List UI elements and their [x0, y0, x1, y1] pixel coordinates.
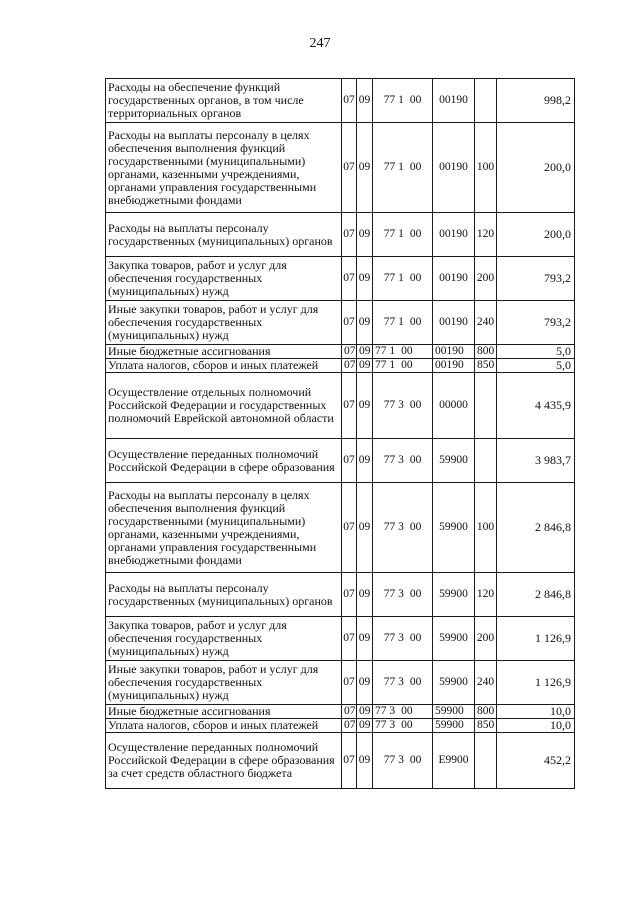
direction-code: 00 — [409, 272, 422, 284]
section-code: 07 — [342, 439, 357, 483]
target-article-code — [373, 257, 433, 301]
program-code: 77 1 — [383, 316, 404, 328]
target-article-code — [373, 213, 433, 257]
expense-direction-code: 00190 — [433, 79, 475, 123]
direction-code: 00 — [409, 632, 422, 644]
expense-name: Расходы на выплаты персоналу в целях обеспечения выполнения функций государственными (муниципальными) органами, казенными учреждениями, органами управления государственными внебюджетными фондами — [106, 123, 342, 213]
program-code: 77 3 — [383, 588, 404, 600]
table-row — [106, 719, 575, 733]
expense-direction-code: 59900 — [433, 705, 475, 719]
program-code: 77 3 — [383, 399, 404, 411]
expense-direction-code: 59900 — [433, 661, 475, 705]
expense-direction-code: 00190 — [433, 213, 475, 257]
table-row — [106, 617, 575, 661]
expense-name: Расходы на выплаты персоналу в целях обеспечения выполнения функций государственными (муниципальными) органами, казенными учреждениями, органами управления государственными внебюджетными фондами — [106, 483, 342, 573]
target-article-code — [373, 123, 433, 213]
amount: 793,2 — [497, 301, 575, 345]
expense-type-code: 120 — [475, 213, 497, 257]
expense-direction-code: 00190 — [433, 257, 475, 301]
section-code: 07 — [342, 719, 357, 733]
amount: 5,0 — [497, 345, 575, 359]
table-row — [106, 733, 575, 789]
target-article-code — [373, 359, 433, 373]
direction-code: 00 — [401, 345, 413, 357]
section-code: 07 — [342, 573, 357, 617]
section-code: 07 — [342, 373, 357, 439]
target-article-code — [373, 483, 433, 573]
expense-name: Осуществление переданных полномочий Российской Федерации в сфере образования — [106, 439, 342, 483]
table-row — [106, 79, 575, 123]
expense-direction-code: 59900 — [433, 439, 475, 483]
expense-name: Уплата налогов, сборов и иных платежей — [106, 719, 342, 733]
subsection-code: 09 — [357, 719, 373, 733]
amount: 200,0 — [497, 213, 575, 257]
table-row — [106, 301, 575, 345]
direction-code: 00 — [409, 161, 422, 173]
table-row — [106, 705, 575, 719]
table-row — [106, 573, 575, 617]
table-row — [106, 213, 575, 257]
amount: 10,0 — [497, 705, 575, 719]
table-row — [106, 123, 575, 213]
amount: 452,2 — [497, 733, 575, 789]
program-code: 77 1 — [375, 359, 396, 371]
amount: 10,0 — [497, 719, 575, 733]
target-article-code — [373, 373, 433, 439]
program-code: 77 3 — [383, 521, 404, 533]
expense-type-code: 240 — [475, 661, 497, 705]
section-code: 07 — [342, 661, 357, 705]
subsection-code: 09 — [357, 373, 373, 439]
subsection-code: 09 — [357, 573, 373, 617]
expense-type-code: 200 — [475, 257, 497, 301]
expense-direction-code: 00190 — [433, 345, 475, 359]
amount: 3 983,7 — [497, 439, 575, 483]
expense-type-code — [475, 373, 497, 439]
subsection-code: 09 — [357, 257, 373, 301]
section-code: 07 — [342, 257, 357, 301]
section-code: 07 — [342, 705, 357, 719]
subsection-code: 09 — [357, 359, 373, 373]
subsection-code: 09 — [357, 213, 373, 257]
table-row — [106, 661, 575, 705]
expense-type-code: 800 — [475, 705, 497, 719]
subsection-code: 09 — [357, 345, 373, 359]
expense-direction-code: E9900 — [433, 733, 475, 789]
expense-name: Осуществление переданных полномочий Российской Федерации в сфере образования за счет средств областного бюджета — [106, 733, 342, 789]
expense-type-code: 850 — [475, 719, 497, 733]
section-code: 07 — [342, 301, 357, 345]
expense-direction-code: 59900 — [433, 719, 475, 733]
direction-code: 00 — [409, 94, 422, 106]
program-code: 77 1 — [383, 94, 404, 106]
expense-direction-code: 00000 — [433, 373, 475, 439]
budget-table — [105, 78, 575, 789]
expense-name: Иные бюджетные ассигнования — [106, 345, 342, 359]
target-article-code — [373, 79, 433, 123]
expense-type-code — [475, 439, 497, 483]
expense-name: Иные бюджетные ассигнования — [106, 705, 342, 719]
section-code: 07 — [342, 123, 357, 213]
program-code: 77 1 — [383, 228, 404, 240]
expense-name: Расходы на обеспечение функций государственных органов, в том числе территориальных органов — [106, 79, 342, 123]
section-code: 07 — [342, 359, 357, 373]
subsection-code: 09 — [357, 439, 373, 483]
subsection-code: 09 — [357, 123, 373, 213]
target-article-code — [373, 439, 433, 483]
expense-type-code: 120 — [475, 573, 497, 617]
amount: 5,0 — [497, 359, 575, 373]
direction-code: 00 — [409, 676, 422, 688]
subsection-code: 09 — [357, 79, 373, 123]
expense-type-code: 200 — [475, 617, 497, 661]
direction-code: 00 — [409, 316, 422, 328]
expense-name: Закупка товаров, работ и услуг для обеспечения государственных (муниципальных) нужд — [106, 617, 342, 661]
section-code: 07 — [342, 213, 357, 257]
expense-direction-code: 59900 — [433, 617, 475, 661]
program-code: 77 3 — [383, 454, 404, 466]
amount: 4 435,9 — [497, 373, 575, 439]
expense-direction-code: 00190 — [433, 359, 475, 373]
program-code: 77 3 — [383, 754, 404, 766]
expense-type-code: 240 — [475, 301, 497, 345]
subsection-code: 09 — [357, 661, 373, 705]
target-article-code — [373, 573, 433, 617]
expense-name: Расходы на выплаты персоналу государственных (муниципальных) органов — [106, 573, 342, 617]
direction-code: 00 — [409, 399, 422, 411]
direction-code: 00 — [409, 454, 422, 466]
table-row — [106, 257, 575, 301]
expense-direction-code: 00190 — [433, 301, 475, 345]
amount: 793,2 — [497, 257, 575, 301]
table-row — [106, 359, 575, 373]
direction-code: 00 — [401, 359, 413, 371]
target-article-code — [373, 617, 433, 661]
expense-name: Иные закупки товаров, работ и услуг для обеспечения государственных (муниципальных) нужд — [106, 301, 342, 345]
section-code: 07 — [342, 733, 357, 789]
expense-type-code: 800 — [475, 345, 497, 359]
amount: 1 126,9 — [497, 661, 575, 705]
expense-name: Иные закупки товаров, работ и услуг для обеспечения государственных (муниципальных) нужд — [106, 661, 342, 705]
target-article-code — [373, 733, 433, 789]
subsection-code: 09 — [357, 483, 373, 573]
subsection-code: 09 — [357, 733, 373, 789]
amount: 1 126,9 — [497, 617, 575, 661]
table-row — [106, 483, 575, 573]
table-row — [106, 439, 575, 483]
target-article-code — [373, 301, 433, 345]
amount: 998,2 — [497, 79, 575, 123]
table-row — [106, 345, 575, 359]
table-row — [106, 373, 575, 439]
subsection-code: 09 — [357, 617, 373, 661]
direction-code: 00 — [401, 719, 413, 731]
program-code: 77 1 — [383, 272, 404, 284]
program-code: 77 3 — [383, 676, 404, 688]
program-code: 77 3 — [375, 719, 396, 731]
target-article-code — [373, 705, 433, 719]
expense-type-code — [475, 79, 497, 123]
expense-name: Расходы на выплаты персоналу государственных (муниципальных) органов — [106, 213, 342, 257]
amount: 2 846,8 — [497, 573, 575, 617]
program-code: 77 1 — [375, 345, 396, 357]
expense-direction-code: 59900 — [433, 483, 475, 573]
section-code: 07 — [342, 483, 357, 573]
expense-name: Осуществление отдельных полномочий Российской Федерации и государственных полномочий Еврейской автономной области — [106, 373, 342, 439]
expense-type-code: 100 — [475, 123, 497, 213]
program-code: 77 3 — [375, 705, 396, 717]
section-code: 07 — [342, 345, 357, 359]
direction-code: 00 — [409, 588, 422, 600]
direction-code: 00 — [409, 228, 422, 240]
subsection-code: 09 — [357, 705, 373, 719]
page-number: 247 — [309, 36, 331, 51]
amount: 200,0 — [497, 123, 575, 213]
direction-code: 00 — [409, 754, 422, 766]
target-article-code — [373, 661, 433, 705]
section-code: 07 — [342, 617, 357, 661]
section-code: 07 — [342, 79, 357, 123]
expense-name: Уплата налогов, сборов и иных платежей — [106, 359, 342, 373]
target-article-code — [373, 345, 433, 359]
expense-direction-code: 00190 — [433, 123, 475, 213]
program-code: 77 1 — [383, 161, 404, 173]
amount: 2 846,8 — [497, 483, 575, 573]
expense-name: Закупка товаров, работ и услуг для обеспечения государственных (муниципальных) нужд — [106, 257, 342, 301]
expense-type-code: 100 — [475, 483, 497, 573]
subsection-code: 09 — [357, 301, 373, 345]
direction-code: 00 — [409, 521, 422, 533]
expense-direction-code: 59900 — [433, 573, 475, 617]
expense-type-code — [475, 733, 497, 789]
expense-type-code: 850 — [475, 359, 497, 373]
direction-code: 00 — [401, 705, 413, 717]
target-article-code — [373, 719, 433, 733]
program-code: 77 3 — [383, 632, 404, 644]
